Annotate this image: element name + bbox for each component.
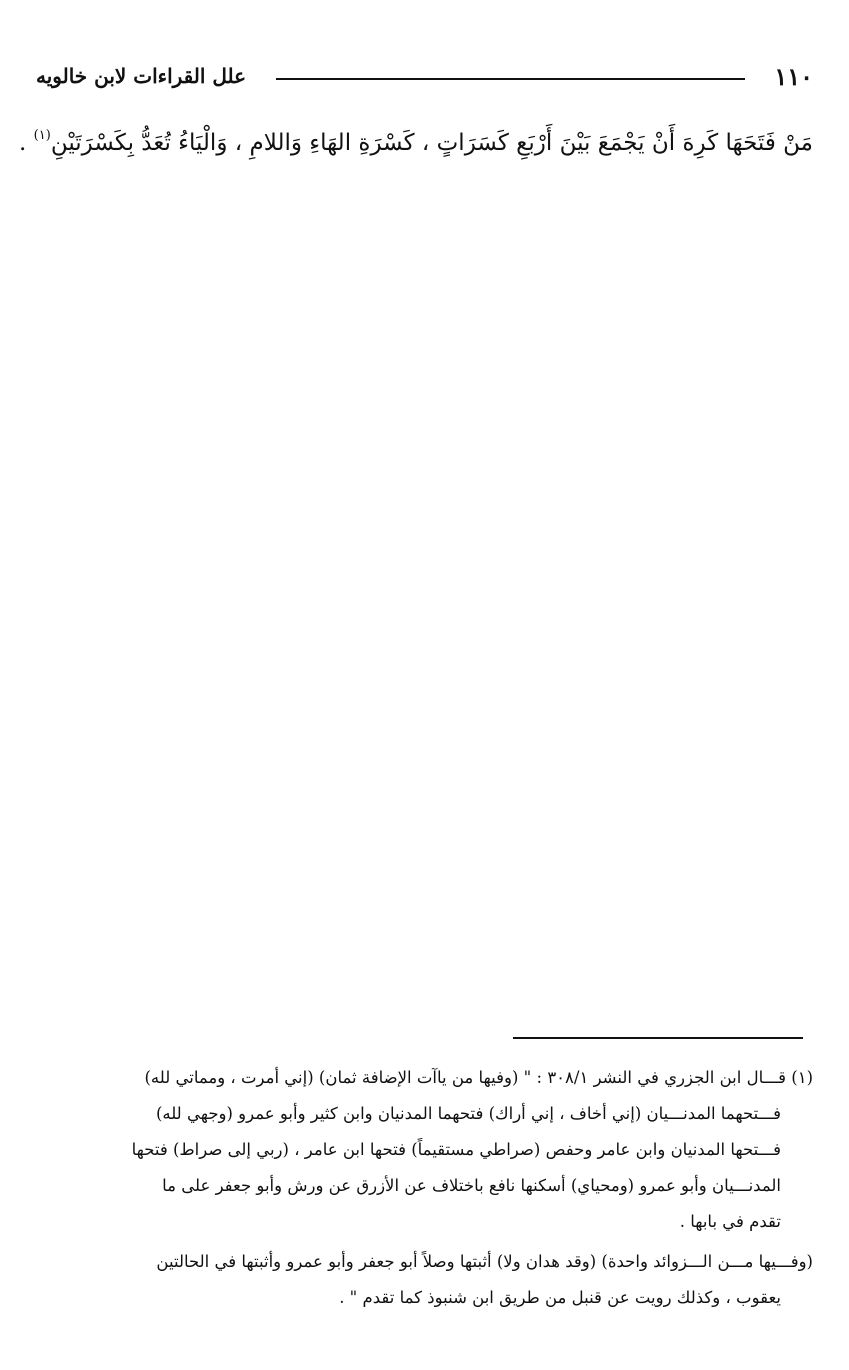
header-rule	[276, 78, 745, 80]
page-number: ١١٠	[774, 62, 813, 91]
footnote-separator	[513, 1037, 803, 1039]
footnote-line: (١) قـــال ابن الجزري في النشر ٣٠٨/١ : " (وفيها من ياآت الإضافة ثمان) (إني أمرت ، ومماتي لله)	[144, 1068, 813, 1087]
footnote-line: المدنـــيان وأبو عمرو (ومحياي) أسكنها نافع باختلاف عن الأزرق عن ورش وأبو جعفر على ما	[162, 1176, 781, 1195]
main-text-end: .	[19, 130, 34, 156]
running-title: علل القراءات لابن خالويه	[36, 64, 247, 88]
footnote-line: يعقوب ، وكذلك رويت عن قنبل من طريق ابن شنبوذ كما تقدم " .	[339, 1288, 781, 1307]
footnote-line: فـــتحهما المدنـــيان (إني أخاف ، إني أراك) فتحهما المدنيان وابن كثير وأبو عمرو (وجهي لله)	[155, 1104, 781, 1123]
footnote-line: (وفـــيها مـــن الـــزوائد واحدة) (وقد هدان ولا) أثبتها وصلاً أبو جعفر وأبو عمرو وأثبتها في الحالتين	[156, 1252, 813, 1271]
footnote-1	[36, 1060, 813, 1240]
running-header	[36, 62, 813, 96]
footnotes-section	[36, 1060, 813, 1316]
main-text-paragraph	[19, 112, 813, 167]
footnote-line: تقدم في بابها .	[679, 1212, 781, 1231]
footnote-reference: (١)	[33, 128, 51, 143]
footnote-1-continuation	[36, 1244, 813, 1316]
footnote-line: فـــتحها المدنيان وابن عامر وحفص (صراطي مستقيماً) فتحها ابن عامر ، (ربي إلى صراط) فتحها	[131, 1140, 781, 1159]
main-text-body: مَنْ فَتَحَهَا كَرِهَ أَنْ يَجْمَعَ بَيْنَ أَرْبَعِ كَسَرَاتٍ ، كَسْرَةِ الهَاءِ وَاللامِ ، وَالْيَاءُ تُعَدُّ بِكَسْرَتَيْنِ	[50, 130, 813, 156]
